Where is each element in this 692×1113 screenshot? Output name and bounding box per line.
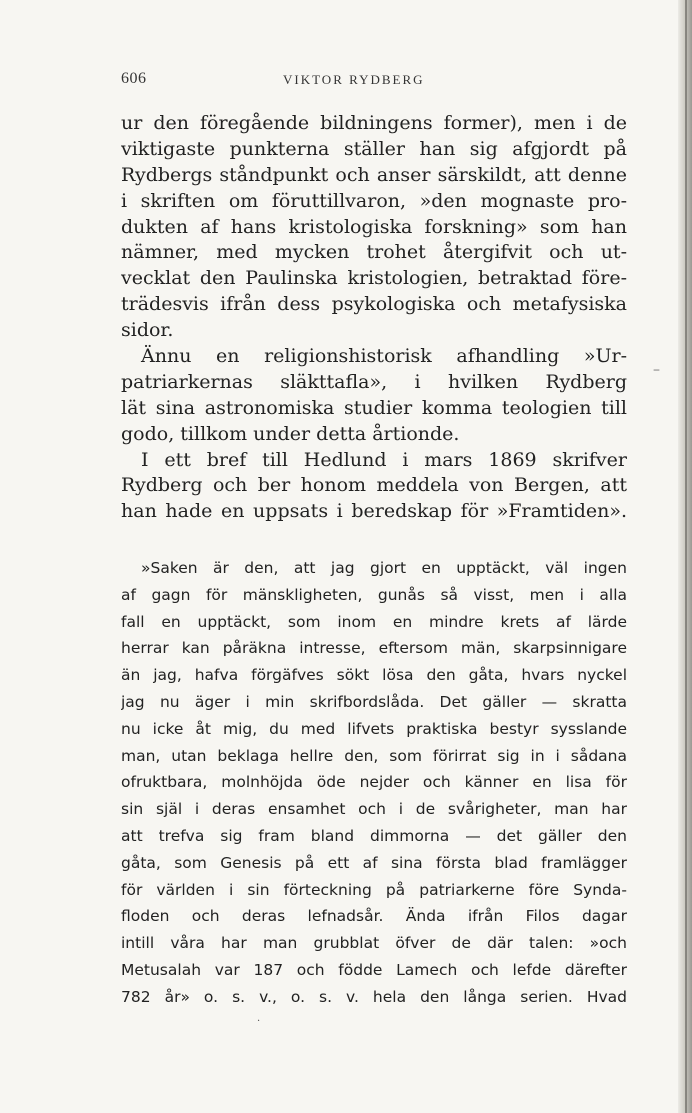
page-header (0, 70, 692, 92)
body-line: i skriften om föruttillvaron, »den mognaste pro- (121, 189, 627, 212)
page-number: 606 (121, 70, 147, 87)
quote-line: Metusalah var 187 och födde Lamech och lefde därefter (121, 960, 627, 979)
quote-line: ofruktbara, molnhöjda öde nejder och känner en lisa för (121, 773, 627, 792)
quote-line: gåta, som Genesis på ett af sina första blad framlägger (121, 853, 627, 872)
quote-line: nu icke åt mig, du med lifvets praktiska bestyr sysslande (121, 719, 627, 738)
body-line: viktigaste punkterna ställer han sig afgjordt på (121, 137, 627, 160)
ink-speck: · (257, 1016, 261, 1027)
page-edge-shadow (685, 0, 687, 1113)
quote-line: för världen i sin förteckning på patriarkerne före Synda- (121, 880, 627, 899)
body-line: godo, tillkom under detta årtionde. (121, 422, 460, 445)
body-text (121, 111, 627, 525)
margin-mark: – (653, 362, 660, 378)
quote-line: sin själ i deras ensamhet och i de svårigheter, man har (121, 800, 627, 819)
body-line: lät sina astronomiska studier komma teologien till (121, 396, 627, 419)
quote-line: intill våra har man grubblat öfver de där talen: »och (121, 934, 627, 953)
quote-line: floden och deras lefnadsår. Ända ifrån Filos dagar (121, 907, 627, 926)
quote-line: »Saken är den, att jag gjort en upptäckt, väl ingen (141, 559, 627, 577)
quote-line: herrar kan påräkna intresse, eftersom män, skarpsinnigare (121, 639, 627, 658)
body-line: sidor. (121, 319, 174, 342)
quote-line: af gagn för mänskligheten, gunås så visst, men i alla (121, 585, 627, 604)
quote-line: man, utan beklaga hellre den, som förirrat sig in i sådana (121, 746, 627, 765)
body-line: Rydberg och ber honom meddela von Bergen, att (121, 474, 627, 497)
quote-line: än jag, hafva förgäfves sökt lösa den gåta, hvars nyckel (121, 666, 627, 685)
block-quote (121, 555, 627, 1011)
body-line: patriarkernas släkttafla», i hvilken Rydberg (121, 370, 627, 393)
body-line: ur den föregående bildningens former), men i de (121, 112, 627, 134)
quote-line: att trefva sig fram bland dimmorna — det gäller den (121, 826, 627, 845)
body-line: Rydbergs ståndpunkt och anser särskildt, att denne (121, 163, 627, 186)
body-line: dukten af hans kristologiska forskning» som han (121, 215, 627, 238)
body-line: trädesvis ifrån dess psykologiska och metafysiska (121, 293, 627, 316)
quote-line: fall en upptäckt, som inom en mindre krets af lärde (121, 612, 627, 631)
running-head: VIKTOR RYDBERG (283, 72, 425, 87)
body-line: Ännu en religionshistorisk afhandling »Ur- (141, 345, 627, 368)
quote-line: jag nu äger i min skrifbordslåda. Det gäller — skratta (121, 692, 627, 711)
body-line: nämner, med mycken trohet återgifvit och ut- (121, 241, 627, 264)
quote-line: 782 år» o. s. v., o. s. v. hela den långa serien. Hvad (121, 987, 627, 1006)
body-line: I ett bref till Hedlund i mars 1869 skrifver (141, 448, 627, 471)
body-line: vecklat den Paulinska kristologien, betraktad före- (121, 267, 627, 290)
body-line: han hade en uppsats i beredskap för »Framtiden». (121, 500, 627, 523)
